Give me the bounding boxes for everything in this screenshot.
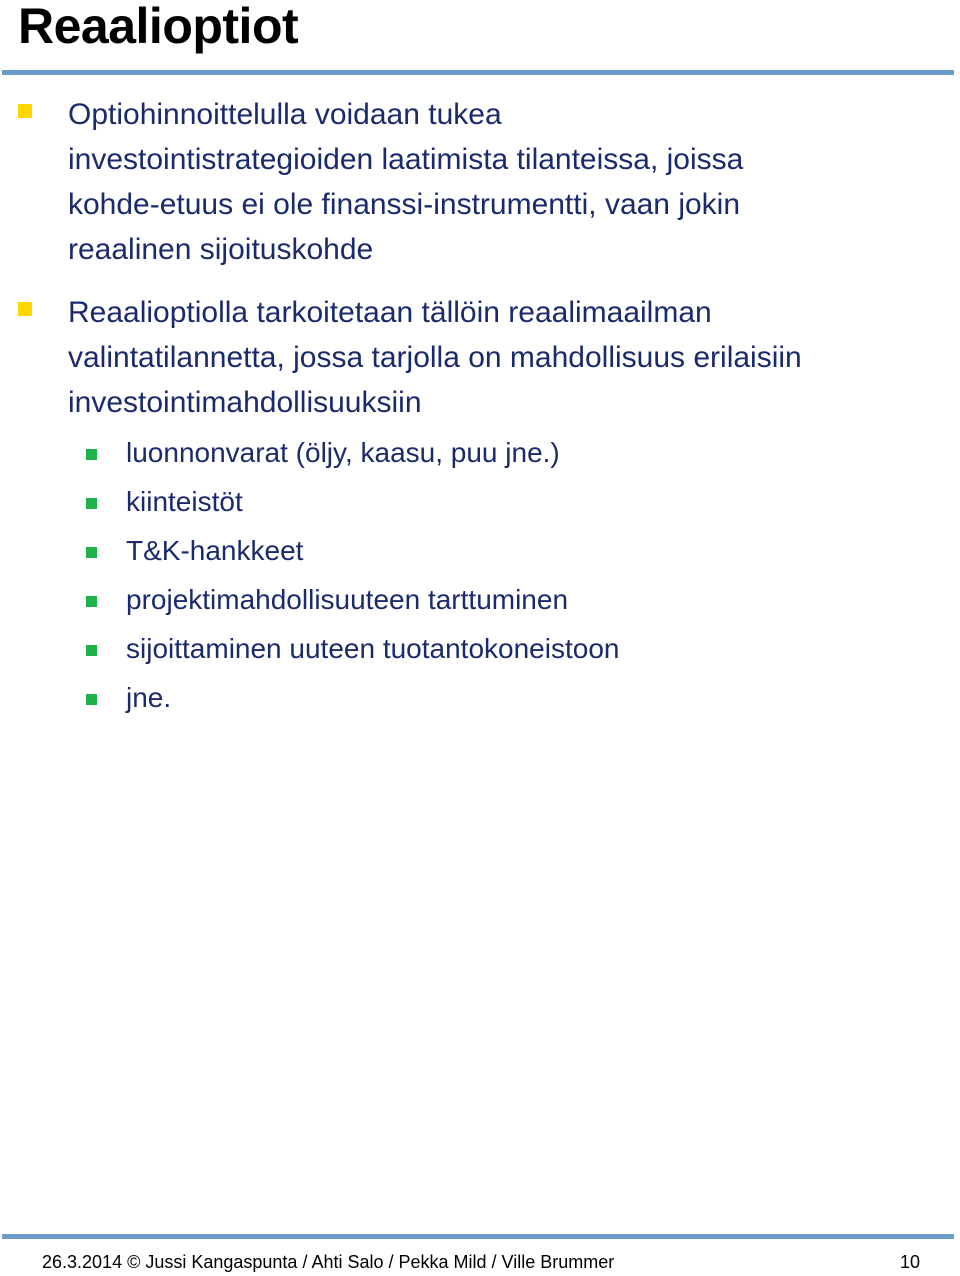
square-bullet-icon <box>86 694 97 705</box>
square-bullet-icon <box>86 645 97 656</box>
square-bullet-icon <box>18 302 32 316</box>
bullet-line: Reaalioptiolla tarkoitetaan tällöin reaalimaailman <box>68 296 712 329</box>
square-bullet-icon <box>86 498 97 509</box>
bullet-text <box>68 92 938 272</box>
title-divider <box>2 70 954 75</box>
sub-bullet-text: kiinteistöt <box>126 486 243 517</box>
bullet-line: kohde-etuus ei ole finanssi-instrumentti, vaan jokin <box>68 188 741 221</box>
sub-bullet-text: projektimahdollisuuteen tarttuminen <box>126 584 569 615</box>
sub-bullet-text: jne. <box>126 682 172 713</box>
square-bullet-icon <box>86 547 97 558</box>
bullet-line: Optiohinnoittelulla voidaan tukea <box>68 98 502 131</box>
sub-bullet-text: luonnonvarat (öljy, kaasu, puu jne.) <box>126 437 560 468</box>
slide-title: Reaalioptiot <box>18 0 299 54</box>
bullet-line: investointimahdollisuuksiin <box>68 386 422 419</box>
sub-bullet-text: sijoittaminen uuteen tuotantokoneistoon <box>126 633 620 664</box>
bullet-line: investointistrategioiden laatimista tilanteissa, joissa <box>68 143 744 176</box>
bullet-text <box>68 290 938 425</box>
page-number: 10 <box>900 1252 921 1272</box>
square-bullet-icon <box>86 449 97 460</box>
bullet-line: valintatilannetta, jossa tarjolla on mahdollisuus erilaisiin <box>68 341 802 374</box>
sub-bullet-text: T&K-hankkeet <box>126 535 304 566</box>
square-bullet-icon <box>86 596 97 607</box>
footer-text: 26.3.2014 © Jussi Kangaspunta / Ahti Salo / Pekka Mild / Ville Brummer <box>42 1252 615 1272</box>
square-bullet-icon <box>18 104 32 118</box>
footer-divider <box>2 1234 954 1239</box>
bullet-line: reaalinen sijoituskohde <box>68 233 374 266</box>
